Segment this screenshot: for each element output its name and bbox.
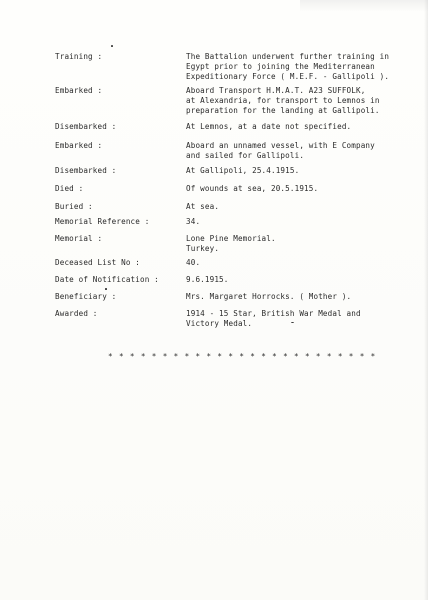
record-label: Deceased List No : xyxy=(55,258,140,267)
record-value-line: Mrs. Margaret Horrocks. ( Mother ). xyxy=(186,292,352,301)
record-value xyxy=(186,217,418,227)
record-value-line: 40. xyxy=(186,258,201,267)
record-value-line: Victory Medal. xyxy=(186,319,253,328)
record-label: Buried : xyxy=(55,202,93,211)
record-value xyxy=(186,86,418,116)
record-value xyxy=(186,258,418,268)
record-label: Embarked : xyxy=(55,141,103,150)
record-label: Training : xyxy=(55,52,103,61)
ink-speck xyxy=(105,288,107,290)
record-value-line: preparation for the landing at Gallipoli. xyxy=(186,106,380,115)
record-label: Died : xyxy=(55,184,84,193)
record-value-line: Aboard an unnamed vessel, with E Company xyxy=(186,141,375,150)
record-value-line: Expeditionary Force ( M.E.F. - Gallipoli ). xyxy=(186,72,390,81)
record-value-line: 1914 - 15 Star, British War Medal and xyxy=(186,309,361,318)
record-value-line: Egypt prior to joining the Mediterranean xyxy=(186,62,375,71)
record-value xyxy=(186,309,418,329)
record-value-line: at Alexandria, for transport to Lemnos in xyxy=(186,96,380,105)
record-value xyxy=(186,275,418,285)
record-value-line: and sailed for Gallipoli. xyxy=(186,151,305,160)
record-label: Beneficiary : xyxy=(55,292,117,301)
record-value-line: 9.6.1915. xyxy=(186,275,229,284)
record-value-line: At sea. xyxy=(186,202,220,211)
asterisk-divider: * * * * * * * * * * * * * * * * * * * * * * * * * xyxy=(108,352,377,361)
record-value-line: At Lemnos, at a date not specified. xyxy=(186,122,352,131)
record-value xyxy=(186,234,418,254)
record-value xyxy=(186,52,418,82)
record-value-line: Of wounds at sea, 20.5.1915. xyxy=(186,184,319,193)
record-value xyxy=(186,184,418,194)
scan-edge-shadow xyxy=(424,0,428,600)
record-value-line: The Battalion underwent further training in xyxy=(186,52,390,61)
record-value-line: Turkey. xyxy=(186,244,220,253)
record-label: Disembarked : xyxy=(55,122,117,131)
record-label: Embarked : xyxy=(55,86,103,95)
record-value xyxy=(186,202,418,212)
record-value-line: Lone Pine Memorial. xyxy=(186,234,276,243)
record-label: Awarded : xyxy=(55,309,98,318)
record-label: Disembarked : xyxy=(55,166,117,175)
record-value-line: 34. xyxy=(186,217,201,226)
record-label: Memorial : xyxy=(55,234,103,243)
record-value xyxy=(186,122,418,132)
record-value xyxy=(186,141,418,161)
record-value xyxy=(186,166,418,176)
record-label: Date of Notification : xyxy=(55,275,159,284)
scan-smudge xyxy=(300,0,428,12)
record-value-line: Aboard Transport H.M.A.T. A23 SUFFOLK, xyxy=(186,86,366,95)
record-label: Memorial Reference : xyxy=(55,217,150,226)
record-value xyxy=(186,292,418,302)
record-value-line: At Gallipoli, 25.4.1915. xyxy=(186,166,300,175)
ink-speck xyxy=(111,45,113,47)
